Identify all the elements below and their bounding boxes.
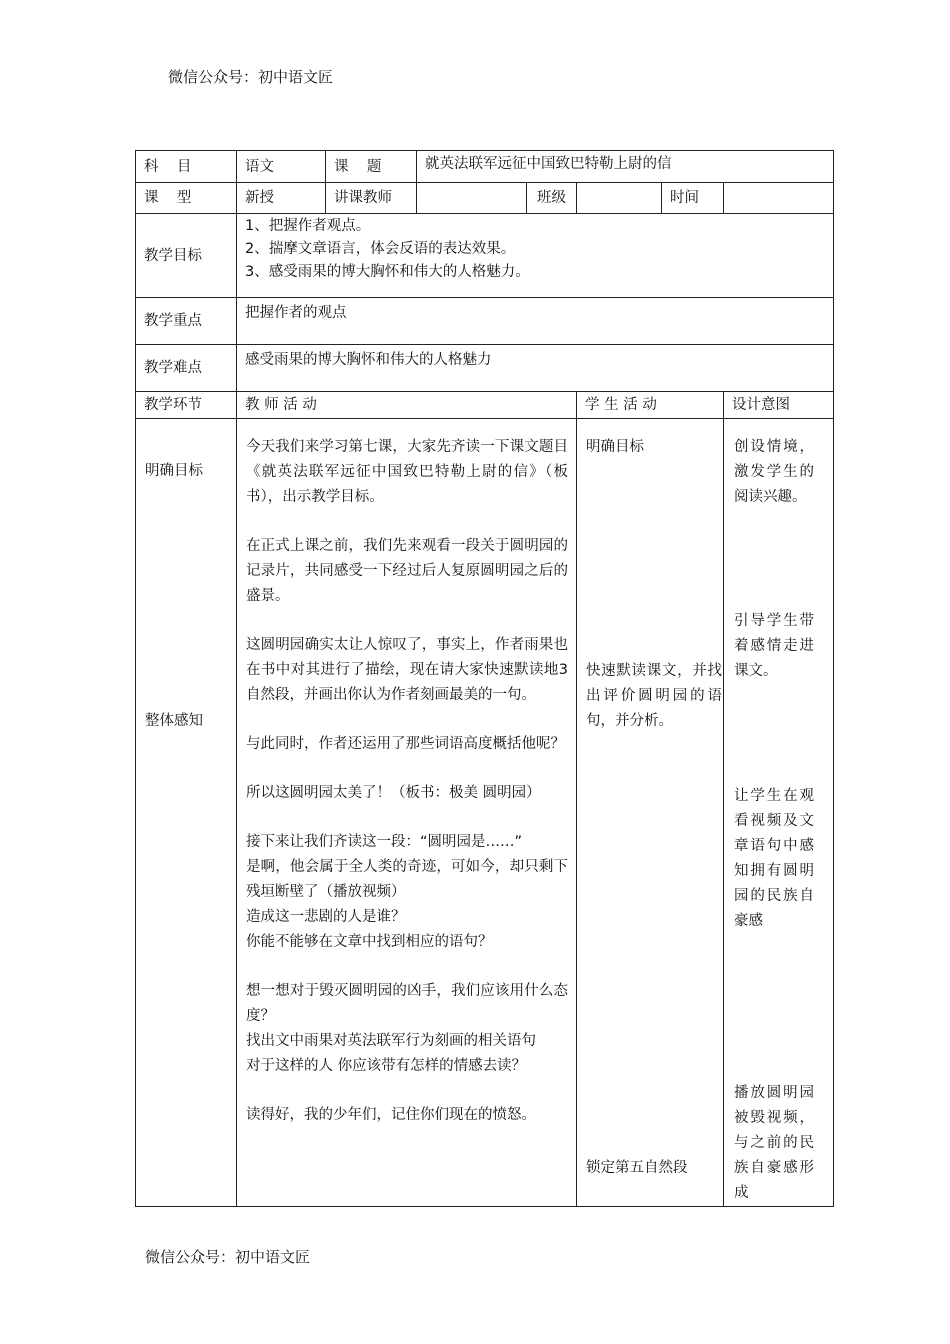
page-footer: 微信公众号：初中语文匠 — [145, 1248, 311, 1266]
difficulty-value: 感受雨果的博大胸怀和伟大的人格魅力 — [237, 345, 834, 392]
teacher-line: 读得好，我的少年们，记住你们现在的愤怒。 — [246, 1107, 536, 1123]
teacher-paragraph: 在正式上课之前，我们先来观看一段关于圆明园的记录片，共同感受一下经过后人复原圆明园之后的盛景。 — [246, 538, 568, 604]
teacher-activity-cell — [237, 419, 577, 1207]
teacher-line: 想一想对于毁灭圆明园的凶手，我们应该用什么态度？ — [246, 983, 568, 1024]
student-activity-1: 明确目标 — [586, 439, 644, 455]
teacher-line: 造成这一悲剧的人是谁？ — [246, 909, 406, 925]
topic-value: 就英法联军远征中国致巴特勒上尉的信 — [417, 151, 834, 183]
stage-clarify-goals: 明确目标 — [145, 463, 203, 479]
goals-label: 教学目标 — [136, 214, 237, 298]
row-focus — [136, 298, 834, 345]
teacher-paragraph: 与此同时，作者还运用了那些词语高度概括他呢？ — [246, 736, 565, 752]
goal-item: 1、把握作者观点。 — [245, 218, 371, 234]
teacher-paragraph: 所以这圆明园太美了！（板书：极美 圆明园） — [246, 785, 541, 801]
row-type — [136, 183, 834, 214]
teacher-paragraph: 这圆明园确实太让人惊叹了，事实上，作者雨果也在书中对其进行了描绘，现在请大家快速默读地3自然段，并画出你认为作者刻画最美的一句。 — [246, 637, 568, 703]
row-subject — [136, 151, 834, 183]
teacher-value — [417, 183, 527, 214]
goal-item: 3、感受雨果的博大胸怀和伟大的人格魅力。 — [245, 264, 530, 280]
teacher-line: 是啊，他会属于全人类的奇迹，可如今，却只剩下残垣断壁了（播放视频） — [246, 859, 568, 900]
difficulty-label: 教学难点 — [136, 345, 237, 392]
stage-overall-perception: 整体感知 — [145, 713, 203, 729]
intent-4: 播放圆明园被毁视频，与之前的民族自豪感形成 — [734, 1085, 814, 1201]
student-activity-cell — [577, 419, 724, 1207]
student-activity-3: 锁定第五自然段 — [586, 1160, 688, 1176]
row-difficulty — [136, 345, 834, 392]
time-label: 时间 — [662, 183, 724, 214]
teacher-line: 找出文中雨果对英法联军行为刻画的相关语句 — [246, 1033, 536, 1049]
time-value — [724, 183, 834, 214]
teacher-label: 讲课教师 — [326, 183, 417, 214]
col-student-header: 学 生 活 动 — [577, 392, 724, 419]
goals-list — [237, 214, 834, 298]
row-activities — [136, 419, 834, 1207]
topic-label: 课 题 — [326, 151, 417, 183]
subject-value: 语文 — [237, 151, 326, 183]
student-activity-2: 快速默读课文，并找出评价圆明园的语句，并分析。 — [586, 663, 722, 729]
intent-cell — [724, 419, 834, 1207]
intent-2: 引导学生带着感情走进课文。 — [734, 613, 814, 679]
class-value — [577, 183, 662, 214]
type-label: 课 型 — [136, 183, 237, 214]
lesson-plan-table — [135, 150, 834, 1207]
row-goals — [136, 214, 834, 298]
intent-1: 创设情境，激发学生的阅读兴趣。 — [734, 439, 814, 505]
page-header: 微信公众号：初中语文匠 — [168, 68, 334, 86]
teacher-line: 你能不能够在文章中找到相应的语句？ — [246, 934, 493, 950]
class-label: 班级 — [527, 183, 577, 214]
teacher-line: 接下来让我们齐读这一段：“圆明园是……” — [246, 834, 523, 850]
focus-value: 把握作者的观点 — [237, 298, 834, 345]
subject-label: 科 目 — [136, 151, 237, 183]
focus-label: 教学重点 — [136, 298, 237, 345]
col-stage-header: 教学环节 — [136, 392, 237, 419]
type-value: 新授 — [237, 183, 326, 214]
teacher-paragraph: 今天我们来学习第七课，大家先齐读一下课文题目《就英法联军远征中国致巴特勒上尉的信》（板书），出示教学目标。 — [246, 439, 568, 505]
col-intent-header: 设计意图 — [724, 392, 834, 419]
goal-item: 2、揣摩文章语言，体会反语的表达效果。 — [245, 241, 516, 257]
teacher-line: 对于这样的人 你应该带有怎样的情感去读？ — [246, 1058, 527, 1074]
intent-3: 让学生在观看视频及文章语句中感知拥有圆明园的民族自豪感 — [734, 788, 814, 929]
stage-cell — [136, 419, 237, 1207]
col-teacher-header: 教 师 活 动 — [237, 392, 577, 419]
row-column-headers — [136, 392, 834, 419]
